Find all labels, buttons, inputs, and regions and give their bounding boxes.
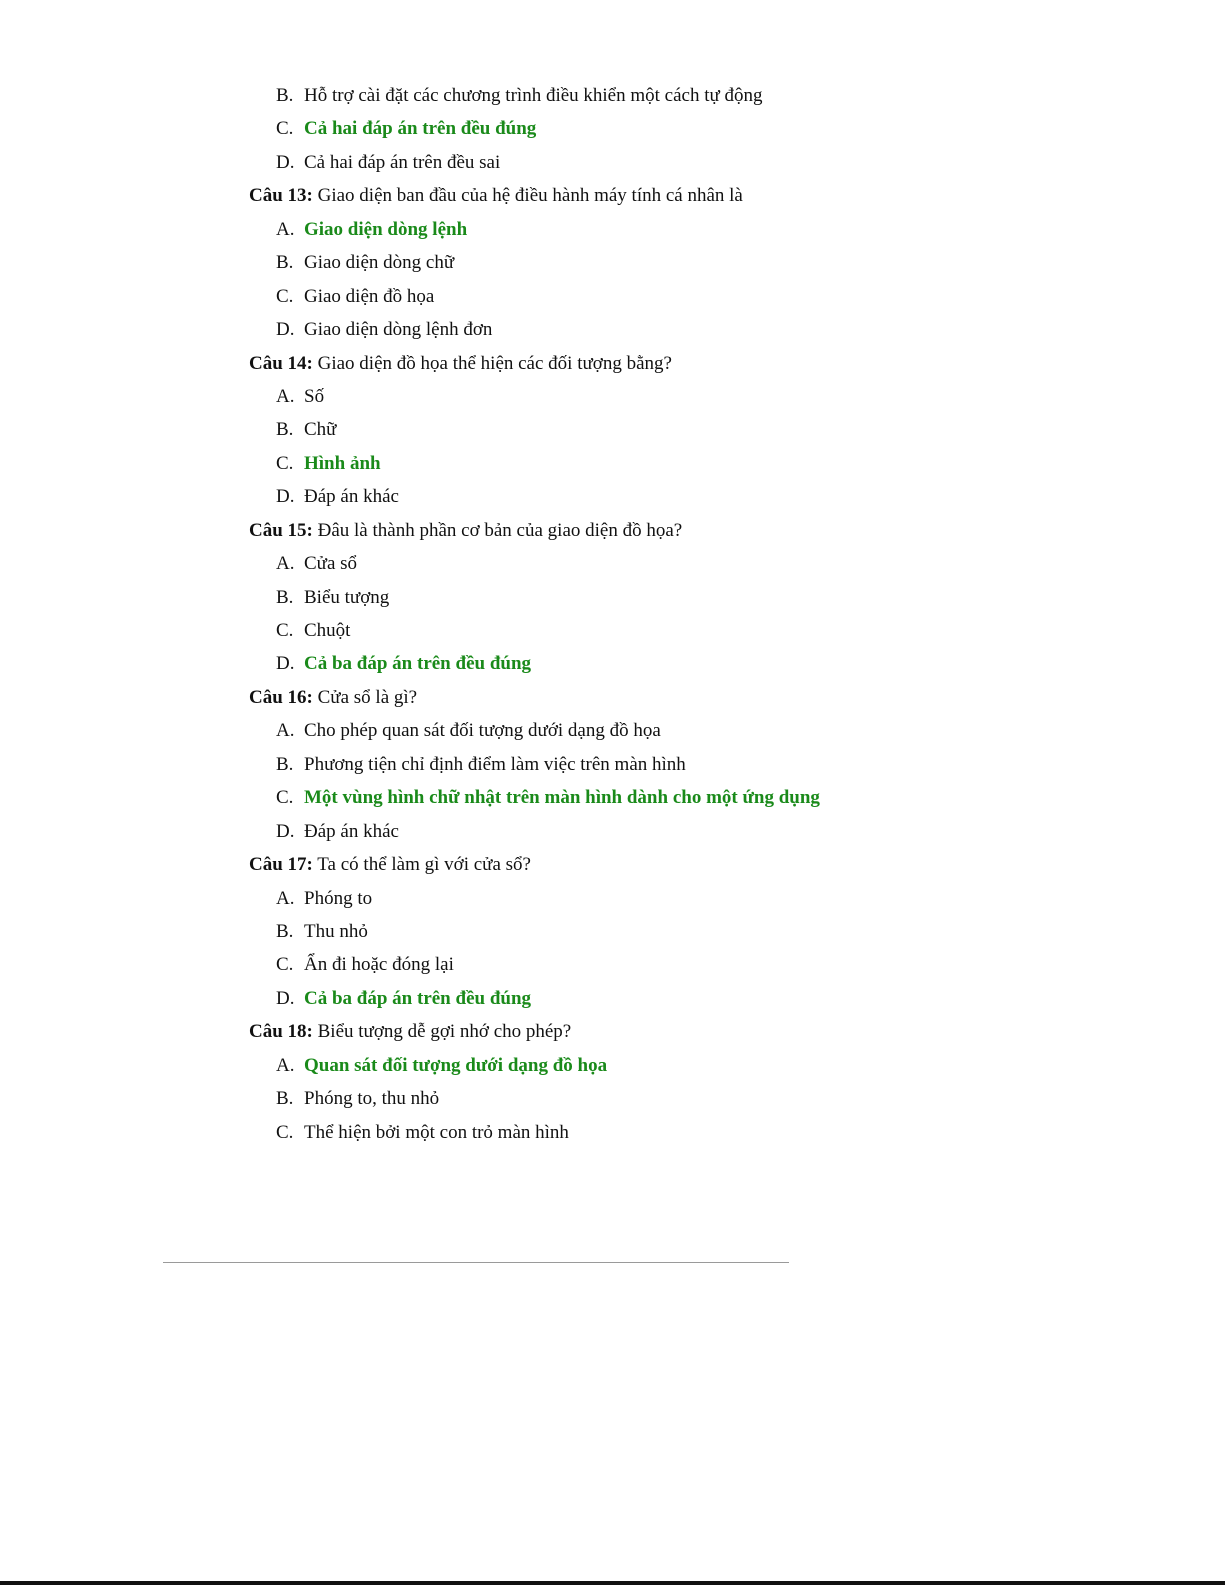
question-text: Cửa sổ là gì? xyxy=(312,686,418,708)
answer-option xyxy=(0,815,1225,848)
option-text: Phóng to, thu nhỏ xyxy=(304,1088,440,1110)
page-bottom-edge xyxy=(0,1581,1225,1585)
option-letter: A. xyxy=(276,553,295,575)
option-text: Phương tiện chỉ định điểm làm việc trên màn hình xyxy=(304,753,686,775)
answer-option xyxy=(0,146,1225,179)
option-letter: A. xyxy=(276,1054,295,1076)
option-letter: D. xyxy=(276,820,295,842)
option-text: Giao diện dòng chữ xyxy=(304,252,455,274)
option-letter: C. xyxy=(276,118,294,140)
option-text: Cho phép quan sát đối tượng dưới dạng đồ họa xyxy=(304,720,661,742)
answer-option xyxy=(0,79,1225,112)
option-text: Cả ba đáp án trên đều đúng xyxy=(304,653,532,675)
answer-option-correct xyxy=(0,213,1225,246)
answer-option xyxy=(0,581,1225,614)
question-label: Câu 15: xyxy=(249,519,313,541)
question-line xyxy=(0,848,1225,881)
option-text: Cả ba đáp án trên đều đúng xyxy=(304,987,532,1009)
option-text: Thể hiện bởi một con trỏ màn hình xyxy=(304,1121,569,1143)
option-text: Thu nhỏ xyxy=(304,920,368,942)
option-text: Đáp án khác xyxy=(304,486,399,508)
question-line xyxy=(0,514,1225,547)
option-letter: A. xyxy=(276,720,295,742)
option-letter: D. xyxy=(276,151,295,173)
question-label: Câu 13: xyxy=(249,185,313,207)
question-text: Biểu tượng dễ gợi nhớ cho phép? xyxy=(312,1021,572,1043)
answer-option xyxy=(0,748,1225,781)
question-line xyxy=(0,179,1225,212)
footer-divider xyxy=(163,1262,789,1263)
answer-option xyxy=(0,915,1225,948)
option-text: Cả hai đáp án trên đều sai xyxy=(304,151,501,173)
option-text: Cửa sổ xyxy=(304,553,358,575)
option-letter: D. xyxy=(276,987,295,1009)
option-letter: A. xyxy=(276,887,295,909)
option-letter: D. xyxy=(276,319,295,341)
option-letter: A. xyxy=(276,218,295,240)
option-letter: B. xyxy=(276,753,294,775)
option-letter: B. xyxy=(276,85,294,106)
answer-option xyxy=(0,948,1225,981)
option-text: Giao diện đồ họa xyxy=(304,285,435,307)
option-letter: C. xyxy=(276,954,294,976)
answer-option xyxy=(0,614,1225,647)
option-letter: B. xyxy=(276,920,294,942)
option-text: Ẩn đi hoặc đóng lại xyxy=(304,954,454,976)
option-letter: B. xyxy=(276,419,294,441)
answer-option xyxy=(0,480,1225,513)
answer-option-correct xyxy=(0,982,1225,1015)
answer-option-correct xyxy=(0,447,1225,480)
question-text: Giao diện đồ họa thể hiện các đối tượng bằng? xyxy=(312,352,672,374)
answer-option xyxy=(0,882,1225,915)
option-letter: C. xyxy=(276,620,294,641)
option-letter: D. xyxy=(276,486,295,508)
option-letter: D. xyxy=(276,653,295,675)
answer-option xyxy=(0,547,1225,580)
option-text: Quan sát đối tượng dưới dạng đồ họa xyxy=(304,1054,608,1076)
option-text: Biểu tượng xyxy=(304,586,390,608)
option-text: Cả hai đáp án trên đều đúng xyxy=(304,118,537,140)
answer-option xyxy=(0,714,1225,747)
option-text: Số xyxy=(304,385,325,407)
question-text: Đâu là thành phần cơ bản của giao diện đồ họa? xyxy=(312,519,683,541)
question-line xyxy=(0,681,1225,714)
question-text: Ta có thể làm gì với cửa sổ? xyxy=(312,854,531,876)
answer-option-correct xyxy=(0,781,1225,814)
option-text: Hỗ trợ cài đặt các chương trình điều khiển một cách tự động xyxy=(304,85,763,106)
option-text: Chuột xyxy=(304,620,351,641)
answer-option xyxy=(0,413,1225,446)
question-text: Giao diện ban đầu của hệ điều hành máy tính cá nhân là xyxy=(312,185,743,207)
option-letter: A. xyxy=(276,385,295,407)
answer-option xyxy=(0,1082,1225,1115)
answer-option-correct xyxy=(0,1049,1225,1082)
answer-option xyxy=(0,313,1225,346)
option-text: Một vùng hình chữ nhật trên màn hình dành cho một ứng dụng xyxy=(304,787,820,809)
answer-option-correct xyxy=(0,647,1225,680)
option-letter: B. xyxy=(276,252,294,274)
answer-option xyxy=(0,380,1225,413)
option-text: Đáp án khác xyxy=(304,820,399,842)
option-letter: C. xyxy=(276,1121,294,1143)
option-text: Giao diện dòng lệnh đơn xyxy=(304,319,493,341)
option-text: Hình ảnh xyxy=(304,452,381,474)
answer-option-correct xyxy=(0,112,1225,145)
question-label: Câu 14: xyxy=(249,352,313,374)
option-letter: C. xyxy=(276,285,294,307)
question-label: Câu 18: xyxy=(249,1021,313,1043)
option-letter: C. xyxy=(276,452,294,474)
option-text: Giao diện dòng lệnh xyxy=(304,218,468,240)
answer-option xyxy=(0,1116,1225,1149)
option-text: Chữ xyxy=(304,419,337,441)
option-letter: B. xyxy=(276,586,294,608)
answer-option xyxy=(0,280,1225,313)
option-letter: B. xyxy=(276,1088,294,1110)
question-line xyxy=(0,1015,1225,1048)
answer-option xyxy=(0,246,1225,279)
question-label: Câu 17: xyxy=(249,854,313,876)
question-label: Câu 16: xyxy=(249,686,313,708)
quiz-content xyxy=(0,79,1225,1149)
option-text: Phóng to xyxy=(304,887,373,909)
option-letter: C. xyxy=(276,787,294,809)
question-line xyxy=(0,347,1225,380)
